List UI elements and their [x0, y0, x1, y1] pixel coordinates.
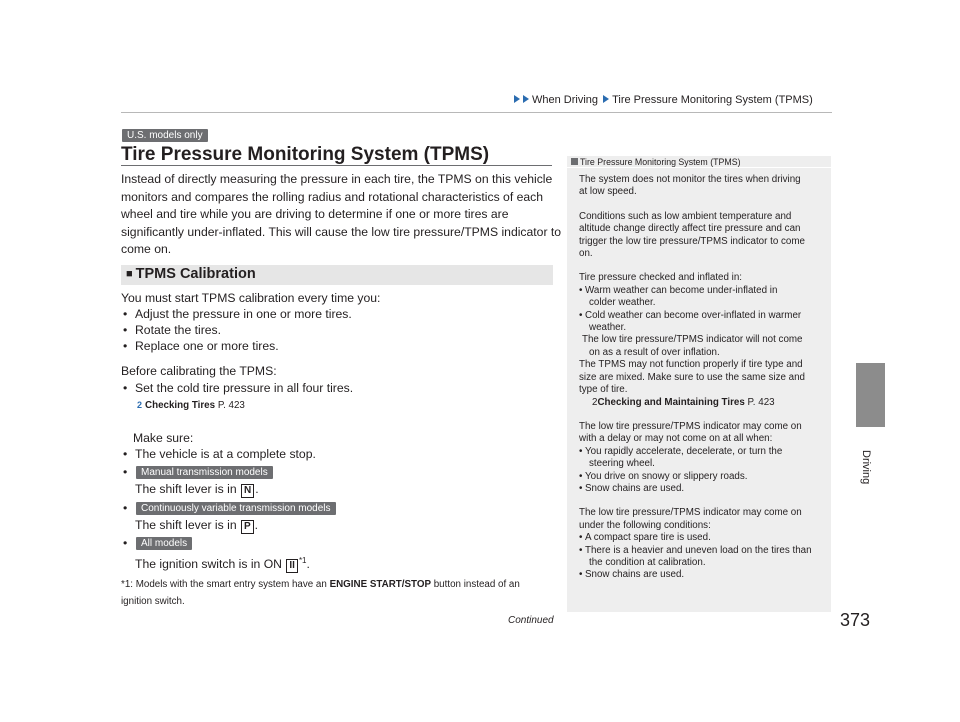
list-item-text: Rotate the tires. — [135, 323, 222, 337]
bullet-icon: • — [579, 470, 583, 482]
bullet-icon: • — [579, 544, 583, 556]
note-divider — [567, 167, 831, 168]
xref-arrow-icon: 2 — [592, 396, 598, 408]
ignition-label: The ignition switch is in ON — [135, 557, 282, 571]
list-item-text: Set the cold tire pressure in all four tires. — [135, 381, 354, 395]
all-models-badge: All models — [136, 537, 192, 550]
page-title: Tire Pressure Monitoring System (TPMS) — [121, 144, 490, 165]
bullet-icon: • — [579, 569, 583, 581]
chapter-label: Driving — [860, 450, 872, 485]
bullet-icon: • — [579, 482, 583, 494]
intro-line: come on. — [121, 242, 172, 256]
breadcrumb-item[interactable]: When Driving — [532, 94, 599, 106]
note-line: type of tire. — [579, 384, 628, 396]
breadcrumb-arrow-icon — [514, 95, 520, 103]
continued-label: Continued — [508, 615, 554, 626]
note-line: A compact spare tire is used. — [585, 532, 711, 544]
list-item-text: Adjust the pressure in one or more tires. — [135, 307, 352, 321]
checking-maintaining-link[interactable] — [579, 397, 827, 409]
bullet-icon: • — [579, 445, 583, 457]
note-line: The low tire pressure/TPMS indicator may come on — [579, 507, 802, 519]
note-line: weather. — [589, 322, 627, 334]
list-item — [123, 322, 221, 340]
section-title — [126, 266, 256, 282]
intro-line: wheel and tire while you are driving to determine if one or more tires are — [121, 207, 509, 221]
footnote-marker: *1 — [298, 556, 307, 565]
manual-transmission-badge: Manual transmission models — [136, 466, 273, 479]
section-title-text: TPMS Calibration — [135, 266, 256, 282]
note-line: on as a result of over inflation. — [589, 346, 720, 358]
breadcrumb-arrow-icon — [523, 95, 529, 103]
xref-arrow-icon: 2 — [137, 400, 143, 410]
footnote-text: ignition switch. — [121, 596, 185, 607]
bullet-icon: • — [579, 309, 583, 321]
note-line: Conditions such as low ambient temperature and — [579, 210, 792, 222]
shift-text: The shift lever is in — [135, 482, 237, 496]
note-line: There is a heavier and uneven load on the tires than — [585, 544, 812, 556]
list-item — [123, 446, 316, 464]
footnote-text: button instead of an — [433, 579, 520, 590]
note-line: with a delay or may not come on at all when: — [579, 433, 773, 445]
footnote-bold: ENGINE START/STOP — [329, 579, 431, 590]
footnote-text: *1: Models with the smart entry system have an — [121, 579, 327, 590]
ignition-key-ii: II — [286, 559, 298, 573]
note-line: the condition at calibration. — [589, 556, 706, 568]
note-heading — [571, 157, 741, 167]
list-item — [123, 306, 352, 324]
note-line: at low speed. — [579, 186, 637, 198]
note-line: Cold weather can become over-inflated in warmer — [585, 309, 802, 321]
bullet-icon: • — [123, 465, 128, 479]
bullet-icon: • — [123, 501, 128, 515]
note-line: size are mixed. Make sure to use the same size and — [579, 371, 805, 383]
list-item — [123, 338, 279, 356]
section-square-icon: ■ — [126, 268, 133, 280]
bullet-icon: • — [579, 532, 583, 544]
breadcrumb-arrow-icon — [603, 95, 609, 103]
shift-key-p: P — [241, 520, 254, 534]
title-divider — [121, 165, 552, 166]
note-line: Warm weather can become under-inflated in — [585, 284, 778, 296]
note-line: The TPMS may not function properly if tire type and — [579, 359, 803, 371]
shift-key-n: N — [241, 484, 254, 498]
xref-page: P. 423 — [747, 396, 775, 408]
bullet-icon: • — [123, 323, 128, 337]
note-heading-text: Tire Pressure Monitoring System (TPMS) — [580, 157, 741, 167]
cvt-shift-text: The shift lever is in P . — [135, 518, 259, 532]
intro-line: Instead of directly measuring the pressure in each tire, the TPMS on this vehicle — [121, 172, 553, 186]
us-models-badge: U.S. models only — [122, 129, 208, 142]
must-start-text: You must start TPMS calibration every time you: — [121, 291, 381, 305]
note-line: on. — [579, 248, 593, 260]
note-line: The low tire pressure/TPMS indicator may come on — [579, 420, 802, 432]
note-line: The system does not monitor the tires when driving — [579, 174, 801, 185]
ignition-text: The ignition switch is in ON II $^{*1}$. — [135, 556, 310, 571]
footnote — [121, 576, 561, 610]
intro-paragraph — [121, 171, 562, 259]
note-line: altitude change directly affect tire pressure and can — [579, 223, 801, 235]
note-body — [579, 174, 827, 582]
bullet-icon: • — [123, 536, 128, 550]
breadcrumb — [514, 94, 813, 106]
list-item-text: Replace one or more tires. — [135, 339, 279, 353]
chapter-tab — [856, 363, 885, 427]
make-sure-text: Make sure: — [133, 431, 194, 445]
bullet-icon: • — [123, 307, 128, 321]
note-line: You drive on snowy or slippery roads. — [585, 470, 748, 482]
page-number: 373 — [839, 610, 870, 630]
note-line: Tire pressure checked and inflated in: — [579, 272, 743, 284]
note-icon — [571, 158, 578, 165]
cvt-badge: Continuously variable transmission models — [136, 502, 336, 515]
shift-text: The shift lever is in — [135, 518, 237, 532]
note-line: Snow chains are used. — [585, 569, 685, 581]
note-line: under the following conditions: — [579, 519, 711, 531]
bullet-icon: • — [123, 447, 128, 461]
xref-title: Checking and Maintaining Tires — [597, 396, 745, 408]
list-item-text: The vehicle is at a complete stop. — [135, 447, 316, 461]
xref-page: P. 423 — [217, 400, 245, 411]
breadcrumb-item[interactable]: Tire Pressure Monitoring System (TPMS) — [612, 94, 813, 106]
intro-line: significantly under-inflated. This will cause the low tire pressure/TPMS indicator to — [121, 224, 562, 239]
header-divider — [121, 112, 832, 113]
note-line: You rapidly accelerate, decelerate, or turn the — [585, 445, 783, 457]
note-line: Snow chains are used. — [585, 482, 685, 494]
bullet-icon: • — [123, 381, 128, 395]
before-calibrating-text: Before calibrating the TPMS: — [121, 364, 277, 378]
note-line: trigger the low tire pressure/TPMS indicator to come — [579, 235, 805, 247]
list-item — [123, 380, 353, 398]
bullet-icon: • — [579, 284, 583, 296]
manual-shift-text: The shift lever is in N . — [135, 482, 259, 496]
note-line: colder weather. — [589, 297, 656, 309]
intro-line: monitors and compares the rolling radius and rotational characteristics of each — [121, 189, 544, 204]
note-line: steering wheel. — [589, 458, 655, 470]
bullet-icon: • — [123, 339, 128, 353]
xref-title: Checking Tires — [145, 400, 216, 411]
note-line: The low tire pressure/TPMS indicator will not come — [582, 334, 803, 346]
checking-tires-link[interactable] — [137, 400, 245, 411]
